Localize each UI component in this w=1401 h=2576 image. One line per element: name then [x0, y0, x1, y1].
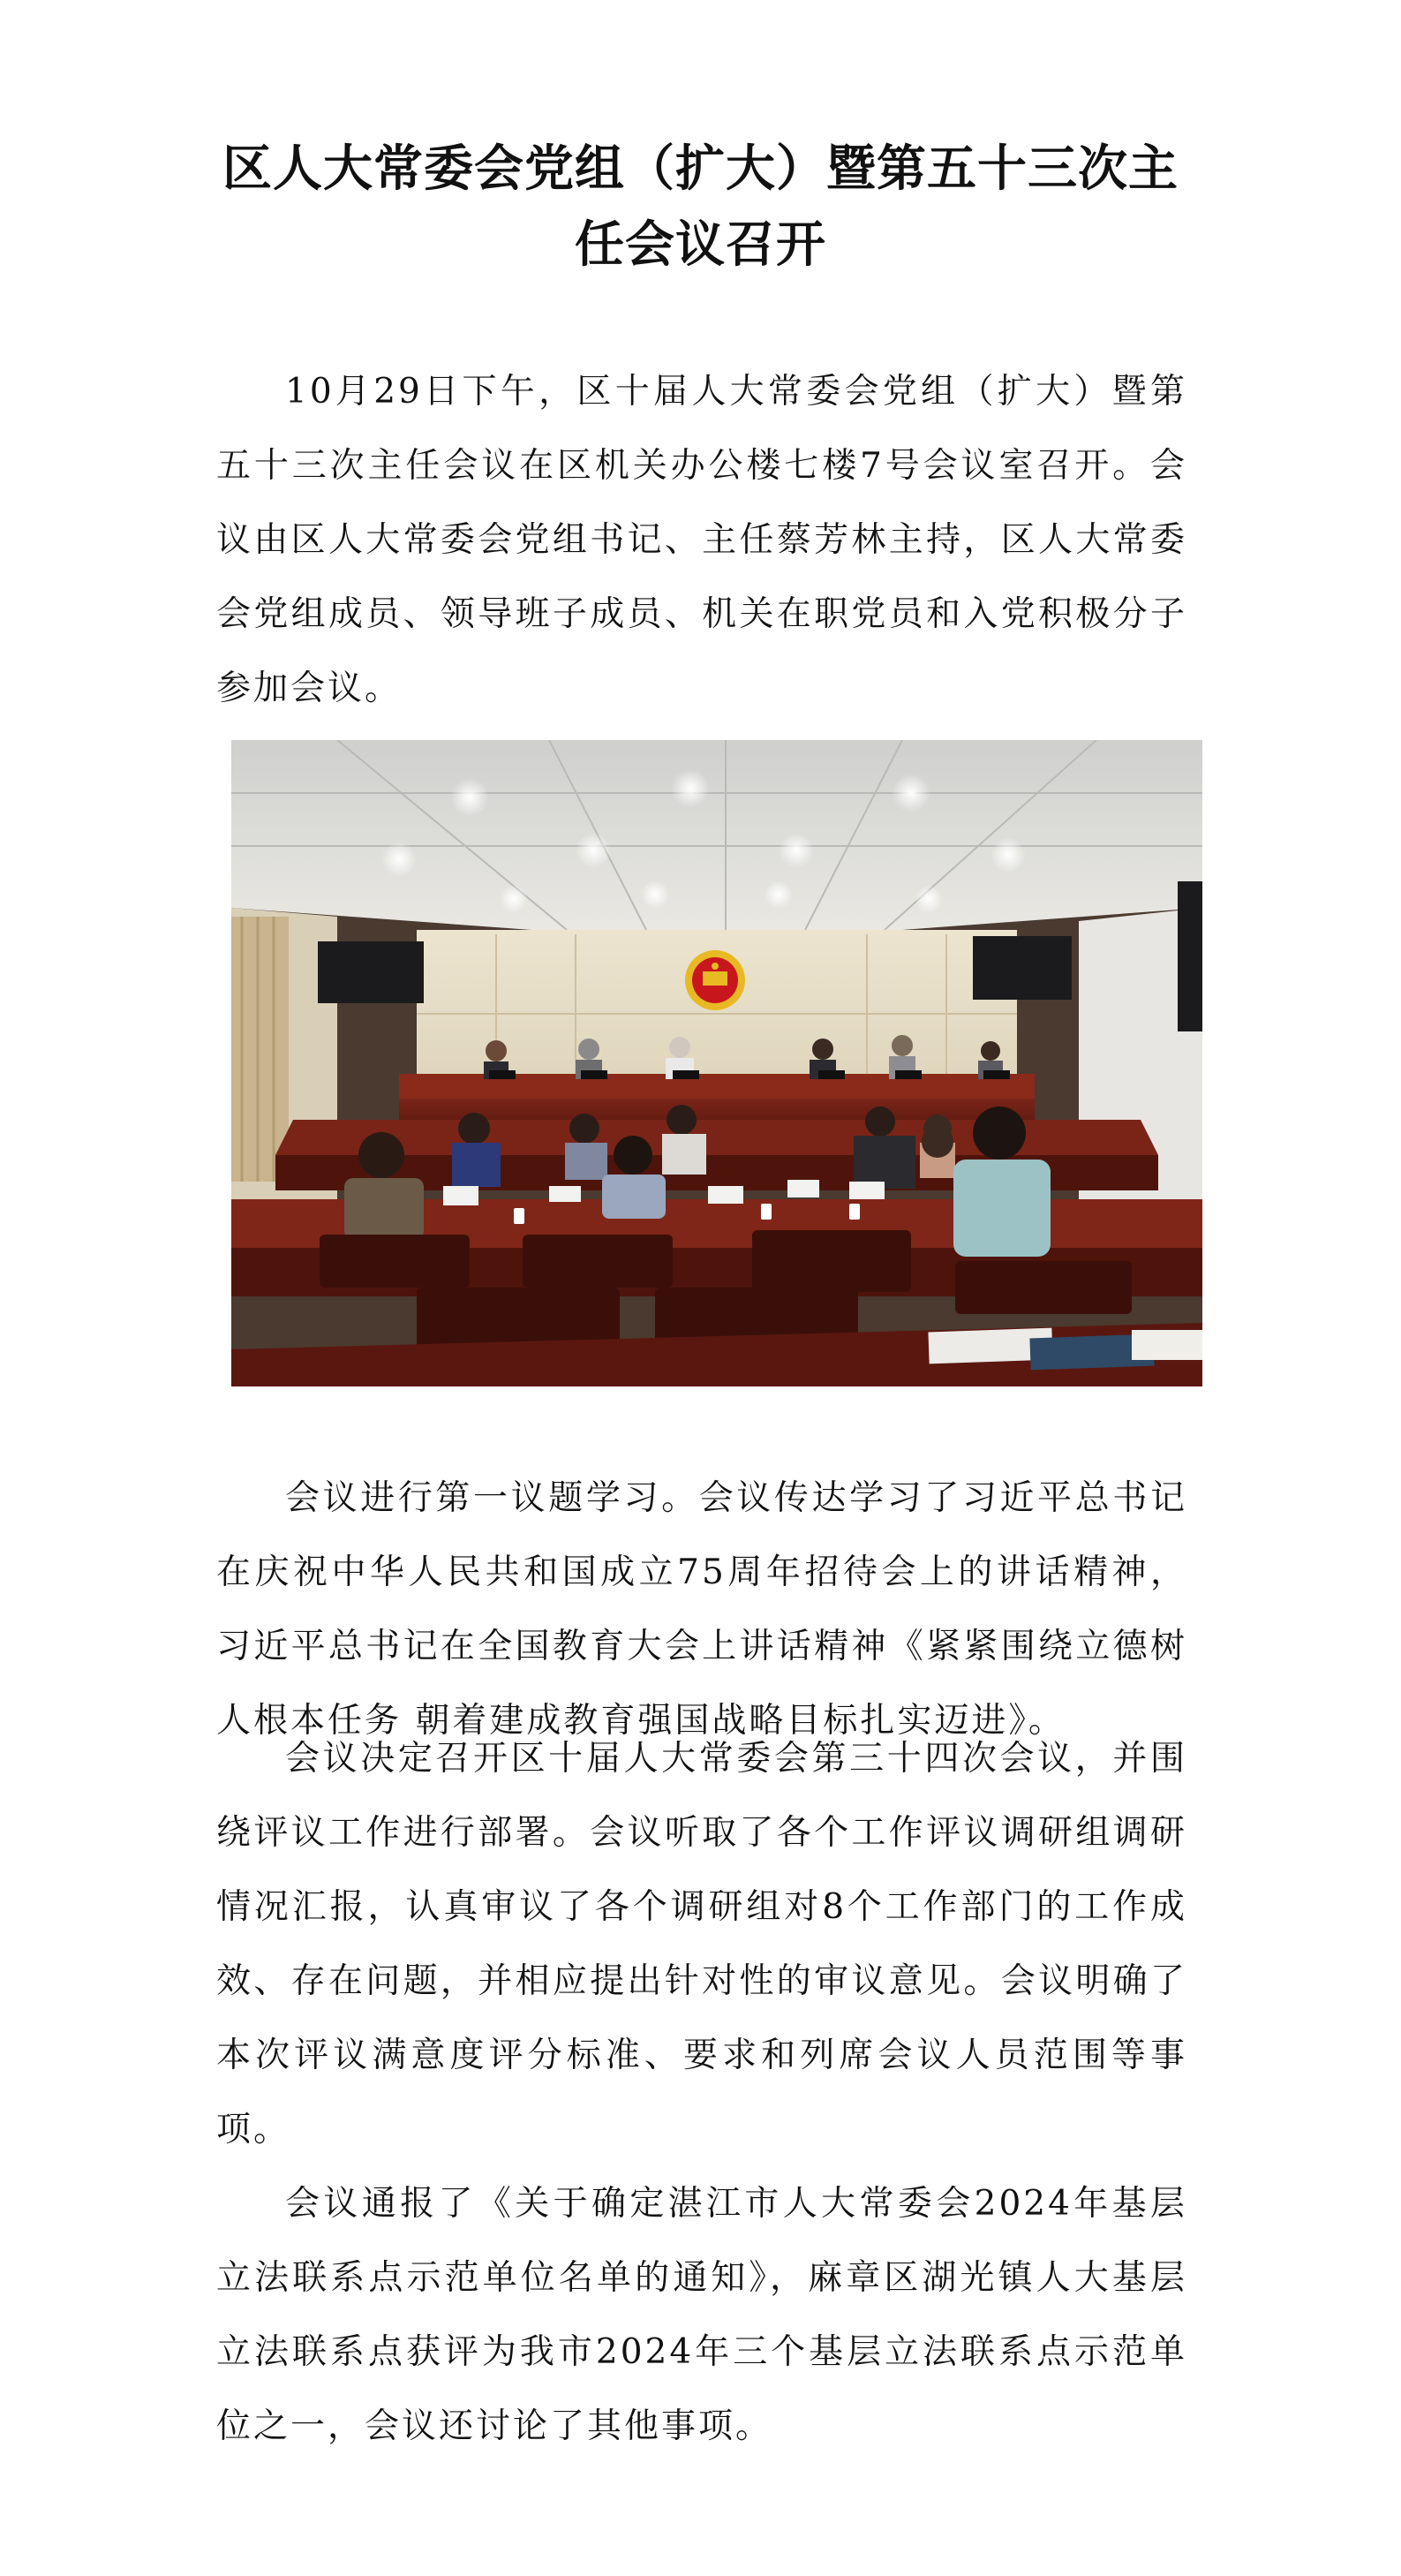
national-emblem-icon [685, 950, 745, 1010]
meeting-room-photo [231, 740, 1202, 1386]
article-title [203, 131, 1198, 283]
paragraph-notice: 会议通报了《关于确定湛江市人大常委会2024年基层立法联系点示范单位名单的通知》，麻章区湖光镇人大基层立法联系点获评为我市2024年三个基层立法联系点示范单位之一，会议还讨论了其他事项。 [216, 2184, 1187, 2446]
paragraph-intro: 10月29日下午，区十届人大常委会党组（扩大）暨第五十三次主任会议在区机关办公楼七楼7号会议室召开。会议由区人大常委会党组书记、主任蔡芳林主持，区人大常委会党组成员、领导班子成员、机关在职党员和入党积极分子参加会议。 [216, 372, 1187, 708]
paragraph-decision: 会议决定召开区十届人大常委会第三十四次会议，并围绕评议工作进行部署。会议听取了各个工作评议调研组调研情况汇报，认真审议了各个调研组对8个工作部门的工作成效、存在问题，并相应提出针对性的审议意见。会议明确了本次评议满意度评分标准、要求和列席会议人员范围等事项。 [216, 1739, 1187, 2149]
title-line-2: 任会议召开 [575, 215, 826, 274]
title-line-1: 区人大常委会党组（扩大）暨第五十三次主 [222, 140, 1179, 198]
paragraph-study: 会议进行第一议题学习。会议传达学习了习近平总书记在庆祝中华人民共和国成立75周年招待会上的讲话精神，习近平总书记在全国教育大会上讲话精神《紧紧围绕立德树人根本任务 朝着建成教育强国战略目标扎实迈进》。 [216, 1478, 1187, 1741]
